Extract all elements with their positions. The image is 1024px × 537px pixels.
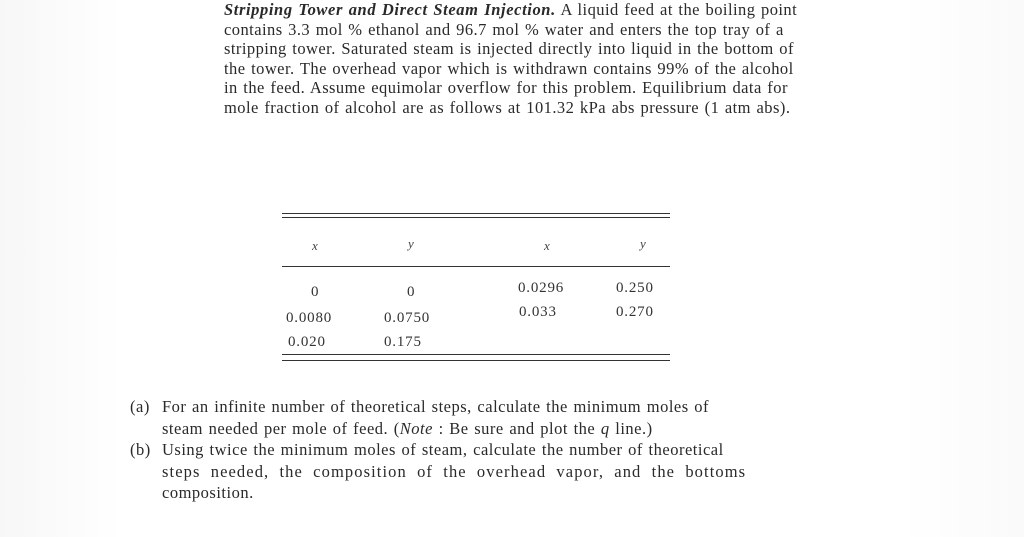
question-b-line: steps needed, the composition of the overhead vapor, and the bottoms: [162, 461, 747, 481]
question-b-label: (b): [130, 440, 151, 459]
table-cell-right-y: 0.270: [616, 304, 654, 320]
question-a-text: steam needed per mole of feed. (: [162, 418, 400, 438]
table-bottom-rule: [282, 354, 670, 355]
problem-text-line: the tower. The overhead vapor which is withdrawn contains 99% of the alcohol: [224, 58, 794, 78]
table-cell-left-y: 0.175: [384, 334, 422, 350]
problem-text-line: A liquid feed at the boiling point: [555, 0, 798, 19]
question-b: [130, 439, 850, 504]
problem-text-line: contains 3.3 mol % ethanol and 96.7 mol % water and enters the top tray of a: [224, 19, 784, 39]
question-a-text: : Be sure and plot the: [432, 418, 601, 438]
question-list: [130, 396, 850, 504]
column-header-y: y: [408, 236, 415, 251]
problem-statement: [224, 0, 924, 118]
q-symbol: q: [600, 418, 610, 438]
table-cell-right-y: 0.250: [616, 280, 654, 296]
problem-text-line: in the feed. Assume equimolar overflow for this problem. Equilibrium data for: [224, 78, 788, 98]
question-b-line: composition.: [162, 483, 254, 502]
table-cell-left-x: 0: [311, 284, 320, 300]
problem-heading: Stripping Tower and Direct Steam Injection.: [224, 0, 556, 19]
problem-text-line: mole fraction of alcohol are as follows at 101.32 kPa abs pressure (1 atm abs).: [224, 97, 791, 117]
column-header-x: x: [544, 238, 551, 253]
question-a: [130, 396, 850, 439]
question-a-line: [162, 418, 850, 440]
table-top-rule: [282, 217, 670, 218]
table-cell-left-y: 0.0750: [384, 310, 431, 326]
equilibrium-data-table: [282, 210, 670, 374]
table-bottom-rule: [282, 360, 670, 361]
question-a-text: line.): [609, 418, 653, 438]
table-cell-left-x: 0.020: [288, 334, 326, 350]
table-cell-left-x: 0.0080: [286, 310, 333, 326]
question-b-line: Using twice the minimum moles of steam, calculate the number of theoretical: [162, 440, 724, 459]
question-a-label: (a): [130, 397, 150, 416]
table-cell-left-y: 0: [407, 284, 416, 300]
column-header-x: x: [312, 238, 319, 253]
question-a-line: For an infinite number of theoretical steps, calculate the minimum moles of: [162, 397, 710, 416]
table-cell-right-x: 0.0296: [518, 280, 565, 296]
problem-text-line: stripping tower. Saturated steam is injected directly into liquid in the bottom of: [224, 39, 794, 59]
column-header-y: y: [640, 236, 647, 251]
note-label: Note: [399, 418, 433, 438]
table-top-rule: [282, 213, 670, 214]
table-header-rule: [282, 266, 670, 267]
problem-line-1: [224, 0, 924, 20]
table-cell-right-x: 0.033: [519, 304, 557, 320]
